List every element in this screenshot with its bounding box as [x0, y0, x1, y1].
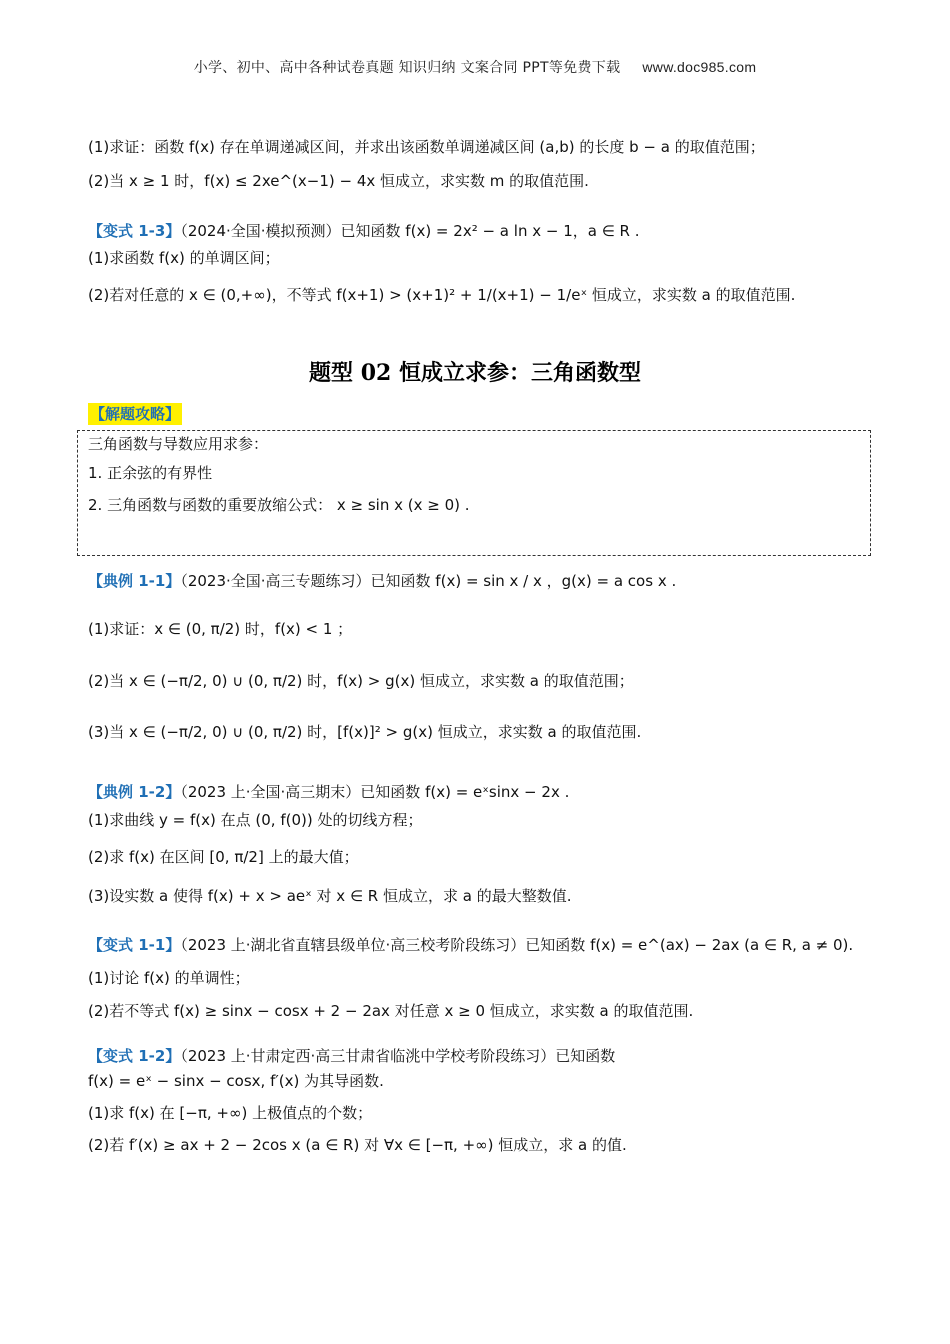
variant-1-1	[88, 934, 878, 956]
page-header	[0, 57, 950, 77]
strategy-box-line-1: 三角函数与导数应用求参：	[88, 435, 269, 453]
variant-1-2-text2: f(x) = eˣ − sinx − cosx, f′(x) 为其导函数.	[88, 1072, 384, 1090]
strategy-box-line-3: 2. 三角函数与函数的重要放缩公式： x ≥ sin x (x ≥ 0) .	[88, 496, 470, 514]
section-title: 题型 02 恒成立求参：三角函数型	[309, 360, 641, 386]
variant-1-3-q2: (2)若对任意的 x ∈ (0,+∞)，不等式 f(x+1) > (x+1)² + 1/(x+1) − 1/eˣ 恒成立，求实数 a 的取值范围.	[88, 286, 796, 304]
strategy-tag: 【解题攻略】	[90, 405, 181, 423]
example-1-2-q2: (2)求 f(x) 在区间 [0, π/2] 上的最大值；	[88, 848, 359, 866]
example-1-1-q3: (3)当 x ∈ (−π/2, 0) ∪ (0, π/2) 时，[f(x)]² > g(x) 恒成立，求实数 a 的取值范围.	[88, 723, 642, 741]
variant-1-2	[88, 1045, 878, 1067]
variant-1-2-tag: 【变式 1-2】	[88, 1047, 181, 1065]
example-1-2	[88, 781, 878, 803]
example-1-2-q3: (3)设实数 a 使得 f(x) + x > aeˣ 对 x ∈ R 恒成立，求 a 的最大整数值.	[88, 887, 572, 905]
example-1-1	[88, 570, 878, 592]
variant-1-1-q1: (1)讨论 f(x) 的单调性；	[88, 969, 250, 987]
problem-line-2: (2)当 x ≥ 1 时，f(x) ≤ 2xe^(x−1) − 4x 恒成立，求实数 m 的取值范围.	[88, 172, 589, 190]
example-1-2-tag: 【典例 1-2】	[88, 783, 181, 801]
variant-1-2-q1: (1)求 f(x) 在 [−π, +∞) 上极值点的个数；	[88, 1104, 373, 1122]
header-site[interactable]: www.doc985.com	[642, 59, 757, 75]
strategy-box	[77, 430, 871, 556]
example-1-1-tag: 【典例 1-1】	[88, 572, 181, 590]
problem-line-1: (1)求证：函数 f(x) 存在单调递减区间，并求出该函数单调递减区间 (a,b) 的长度 b − a 的取值范围；	[88, 138, 765, 156]
example-1-1-q1: (1)求证：x ∈ (0, π/2) 时，f(x) < 1 ；	[88, 620, 353, 638]
variant-1-1-text: （2023 上·湖北省直辖县级单位·高三校考阶段练习）已知函数 f(x) = e^(ax) − 2ax (a ∈ R, a ≠ 0).	[180, 936, 854, 954]
variant-1-2-q2: (2)若 f′(x) ≥ ax + 2 − 2cos x (a ∈ R) 对 ∀x ∈ [−π, +∞) 恒成立，求 a 的值.	[88, 1136, 627, 1154]
example-1-2-text: （2023 上·全国·高三期末）已知函数 f(x) = eˣsinx − 2x .	[180, 783, 570, 801]
variant-1-1-q2: (2)若不等式 f(x) ≥ sinx − cosx + 2 − 2ax 对任意 x ≥ 0 恒成立，求实数 a 的取值范围.	[88, 1002, 694, 1020]
variant-1-3-q1: (1)求函数 f(x) 的单调区间；	[88, 249, 280, 267]
variant-1-3	[88, 220, 878, 242]
variant-1-2-text: （2023 上·甘肃定西·高三甘肃省临洮中学校考阶段练习）已知函数	[180, 1047, 616, 1065]
strategy-box-line-2: 1. 正余弦的有界性	[88, 464, 213, 482]
example-1-1-text: （2023·全国·高三专题练习）已知函数 f(x) = sin x / x ，g(x) = a cos x .	[180, 572, 677, 590]
variant-1-3-tag: 【变式 1-3】	[88, 222, 181, 240]
example-1-2-q1: (1)求曲线 y = f(x) 在点 (0, f(0)) 处的切线方程；	[88, 811, 423, 829]
example-1-1-q2: (2)当 x ∈ (−π/2, 0) ∪ (0, π/2) 时，f(x) > g(x) 恒成立，求实数 a 的取值范围；	[88, 672, 634, 690]
header-text: 小学、初中、高中各种试卷真题 知识归纳 文案合同 PPT等免费下载	[193, 60, 621, 76]
variant-1-1-tag: 【变式 1-1】	[88, 936, 181, 954]
variant-1-3-text: （2024·全国·模拟预测）已知函数 f(x) = 2x² − a ln x − 1，a ∈ R .	[180, 222, 640, 240]
